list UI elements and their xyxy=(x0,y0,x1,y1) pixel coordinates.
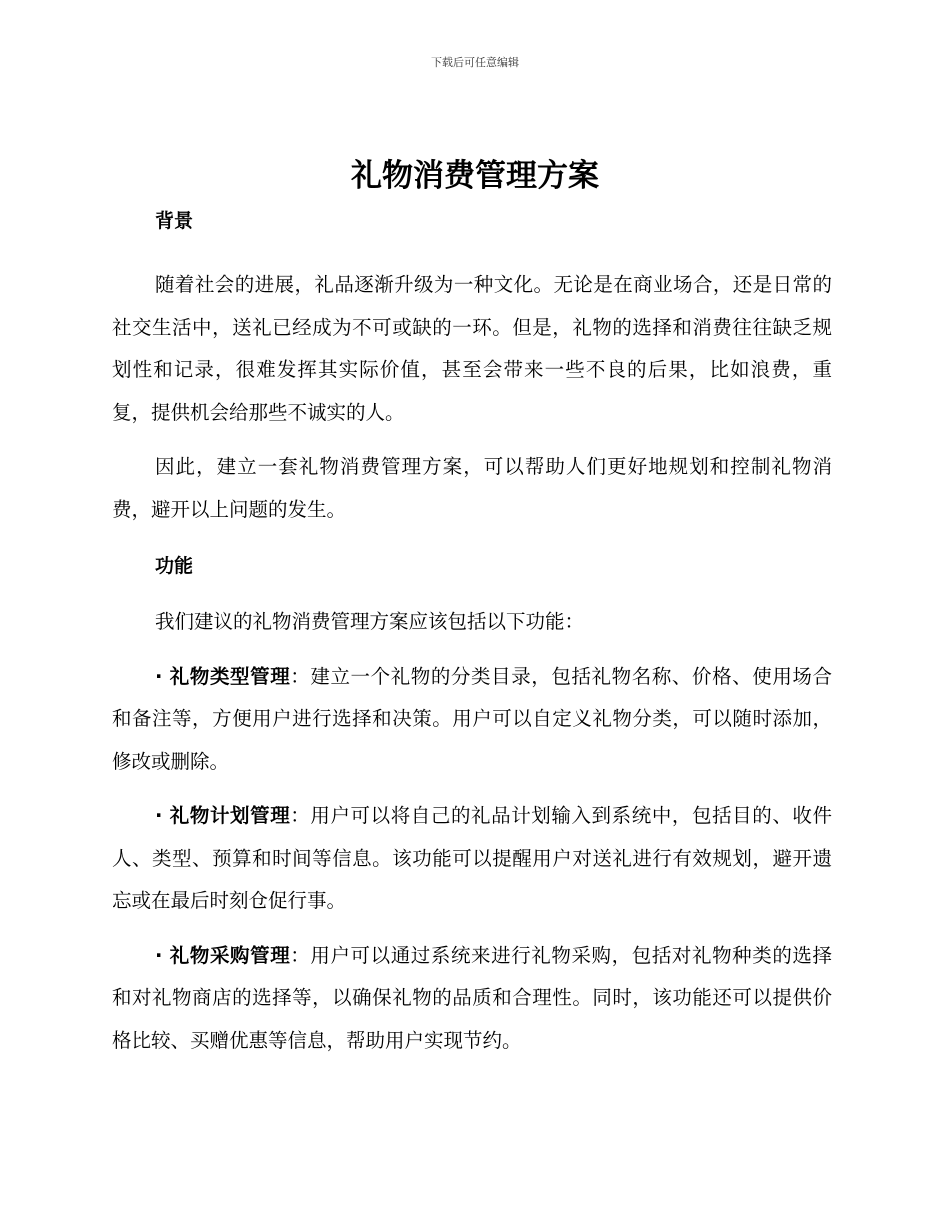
feature-item-gift-type xyxy=(112,656,832,784)
feature-term: · 礼物计划管理 xyxy=(155,804,291,827)
section-heading-background: 背景 xyxy=(155,210,194,232)
feature-description: ：用户可以通过系统来进行礼物采购，包括对礼物种类的选择和对礼物商店的选择等，以确保礼物的品质和合理性。同时，该功能还可以提供价格比较、买赠优惠等信息，帮助用户实现节约。 xyxy=(112,943,832,1052)
section-heading-features: 功能 xyxy=(155,555,194,577)
background-paragraph-1: 随着社会的进展，礼品逐渐升级为一种文化。无论是在商业场合，还是日常的社交生活中，送礼已经成为不可或缺的一环。但是，礼物的选择和消费往往缺乏规划性和记录，很难发挥其实际价值，甚至会带来一些不良的后果，比如浪费，重复，提供机会给那些不诚实的人。 xyxy=(112,273,832,424)
background-paragraph-2: 因此，建立一套礼物消费管理方案，可以帮助人们更好地规划和控制礼物消费，避开以上问题的发生。 xyxy=(112,455,832,521)
feature-description: ：用户可以将自己的礼品计划输入到系统中，包括目的、收件人、类型、预算和时间等信息。该功能可以提醒用户对送礼进行有效规划，避开遗忘或在最后时刻仓促行事。 xyxy=(112,804,832,912)
feature-item-gift-purchase xyxy=(112,935,832,1063)
feature-term: · 礼物采购管理 xyxy=(155,943,291,967)
feature-item-gift-plan xyxy=(112,795,832,923)
document-body xyxy=(112,200,832,1074)
feature-description: ：建立一个礼物的分类目录，包括礼物名称、价格、使用场合和备注等，方便用户进行选择和决策。用户可以自定义礼物分类，可以随时添加，修改或删除。 xyxy=(112,664,832,773)
features-intro: 我们建议的礼物消费管理方案应该包括以下功能： xyxy=(155,610,585,633)
page-header-note: 下载后可任意编辑 xyxy=(431,56,519,69)
document-title: 礼物消费管理方案 xyxy=(351,158,599,194)
feature-term: · 礼物类型管理 xyxy=(155,664,291,688)
